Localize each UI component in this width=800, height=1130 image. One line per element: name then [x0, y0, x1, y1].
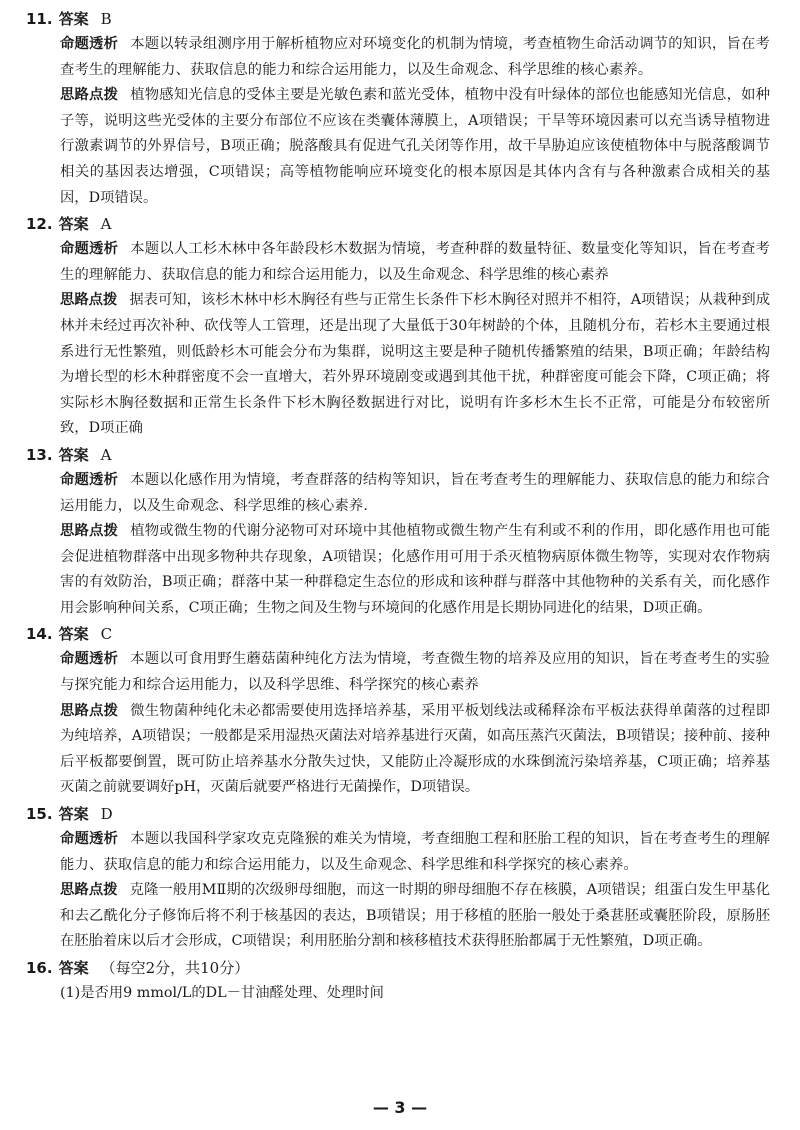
analysis-text: 本题以化感作用为情境，考查群落的结构等知识，旨在考查考生的理解能力、获取信息的能力和综合运用能力，以及生命观念、科学思维的核心素养.	[60, 471, 770, 514]
question-12	[26, 211, 770, 442]
analysis-label: 命题透析	[60, 471, 119, 488]
answer-line	[26, 442, 770, 468]
question-14	[26, 621, 770, 801]
analysis-label: 命题透析	[60, 241, 119, 258]
analysis-paragraph	[26, 468, 770, 519]
answer-line	[26, 211, 770, 237]
answer-value: B	[100, 10, 112, 28]
analysis-label: 命题透析	[60, 831, 119, 848]
hint-paragraph	[26, 83, 770, 211]
question-number: 15.	[26, 805, 53, 824]
answer-label: 答案	[58, 445, 89, 464]
answer-line	[26, 955, 770, 981]
analysis-label: 命题透析	[60, 36, 119, 52]
hint-paragraph	[26, 519, 770, 621]
question-number: 14.	[26, 625, 53, 644]
answer-value: A	[100, 215, 112, 234]
hint-paragraph	[26, 288, 770, 442]
answer-line	[26, 6, 770, 32]
hint-label: 思路点拨	[60, 292, 118, 309]
hint-text: 微生物菌种纯化未必都需要使用选择培养基，采用平板划线法或稀释涂布平板法获得单菌落的过程即为纯培养，A项错误；一般都是采用湿热灭菌法对培养基进行灭菌，如高压蒸汽灭菌法，B项错误；接种前、接种后平板都要倒置，既可防止培养基水分散失过快，又能防止冷凝形成的水珠倒流污染培养基，C项正确；培养基灭菌之前就要调好pH，灭菌后就要严格进行无菌操作，D项错误。	[60, 702, 770, 796]
hint-text: 克隆一般用MⅡ期的次级卵母细胞，而这一时期的卵母细胞不存在核膜，A项错误；组蛋白发生甲基化和去乙酰化分子修饰后将不利于核基因的表达，B项错误；用于移植的胚胎一般处于桑葚胚或囊胚阶段，原肠胚在胚胎着床以后才会形成，C项错误；利用胚胎分割和核移植技术获得胚胎都属于无性繁殖，D项正确。	[60, 882, 771, 950]
score-note: （每空2分，共10分）	[100, 959, 250, 977]
hint-text: 植物感知光信息的受体主要是光敏色素和蓝光受体，植物中没有叶绿体的部位也能感知光信息，如种子等，说明这些光受体的主要分布部位不应该在类囊体薄膜上，A项错误；干旱等环境因素可以充当诱导植物进行激素调节的外界信号，B项正确；脱落酸具有促进气孔关闭等作用，故干旱胁迫应该使植物体中与脱落酸调节相关的基因表达增强，C项错误；高等植物能响应环境变化的根本原因是其体内含有与各种激素合成相关的基因，D项错误。	[60, 87, 770, 206]
question-number: 12.	[26, 215, 53, 234]
answer-value: A	[100, 445, 112, 464]
hint-text: 植物或微生物的代谢分泌物可对环境中其他植物或微生物产生有利或不利的作用，即化感作用也可能会促进植物群落中出现多物种共存现象，A项错误；化感作用可用于杀灭植物病原体微生物等，实现对农作物病害的有效防治，B项正确；群落中某一种群稳定生态位的形成和该种群与群落中其他物种的关系有关，而化感作用会影响种间关系，C项正确；生物之间及生物与环境间的化感作用是长期协同进化的结果，D项正确。	[60, 523, 770, 616]
hint-label: 思路点拨	[60, 882, 118, 899]
hint-paragraph	[26, 699, 770, 801]
question-number: 16.	[26, 959, 53, 977]
question-16	[26, 955, 770, 1007]
analysis-paragraph	[26, 32, 770, 83]
answer-label: 答案	[58, 805, 89, 824]
hint-label: 思路点拨	[60, 87, 119, 104]
page-number: — 3 —	[372, 1098, 428, 1117]
hint-label: 思路点拨	[60, 523, 119, 540]
analysis-text: 本题以转录组测序用于解析植物应对环境变化的机制为情境，考查植物生命活动调节的知识，旨在考查考生的理解能力、获取信息的能力和综合运用能力，以及生命观念、科学思维的核心素养。	[60, 36, 770, 78]
analysis-paragraph	[26, 827, 770, 878]
answer-value: D	[100, 805, 113, 824]
analysis-paragraph	[26, 647, 770, 698]
hint-text: 据表可知，该杉木林中杉木胸径有些与正常生长条件下杉木胸径对照并不相符，A项错误；从栽种到成林并未经过再次补种、砍伐等人工管理，还是出现了大量低于30年树龄的个体，且随机分布，若杉木主要通过根系进行无性繁殖，则低龄杉木可能会分布为集群，说明这主要是种子随机传播繁殖的结果，B项正确；年龄结构为增长型的杉木种群密度不会一直增大，若外界环境剧变或遇到其他干扰，种群密度可能会下降，C项正确；将实际杉木胸径数据和正常生长条件下杉木胸径数据进行对比，说明有许多杉木生长不正常，可能是分布较密所致，D项正确	[60, 292, 770, 437]
answer-label: 答案	[58, 10, 89, 28]
question-number: 11.	[26, 10, 53, 28]
analysis-text: 本题以人工杉木林中各年龄段杉木数据为情境，考查种群的数量特征、数量变化等知识，旨在考查考生的理解能力、获取信息的能力和综合运用能力，以及生命观念、科学思维的核心素养	[60, 241, 770, 283]
hint-paragraph	[26, 878, 770, 955]
analysis-paragraph	[26, 237, 770, 288]
hint-label: 思路点拨	[60, 702, 119, 719]
answer-line	[26, 801, 770, 827]
analysis-label: 命题透析	[60, 651, 119, 668]
question-number: 13.	[26, 445, 53, 464]
analysis-text: 本题以我国科学家攻克克隆猴的难关为情境，考查细胞工程和胚胎工程的知识，旨在考查考生的理解能力、获取信息的能力和综合运用能力，以及生命观念、科学思维和科学探究的核心素养。	[60, 831, 770, 873]
answer-value: C	[100, 625, 113, 644]
answer-label: 答案	[58, 959, 89, 977]
question-15	[26, 801, 770, 955]
answer-label: 答案	[58, 625, 89, 644]
analysis-text: 本题以可食用野生蘑菇菌种纯化方法为情境，考查微生物的培养及应用的知识，旨在考查考生的实验与探究能力和综合运用能力，以及科学思维、科学探究的核心素养	[60, 651, 770, 694]
answer-item-1: (1)是否用9 mmol/L的DL－甘油醛处理、处理时间	[60, 985, 384, 1001]
answer-label: 答案	[58, 215, 89, 234]
answer-line	[26, 621, 770, 647]
question-11	[26, 6, 770, 211]
question-13	[26, 442, 770, 622]
